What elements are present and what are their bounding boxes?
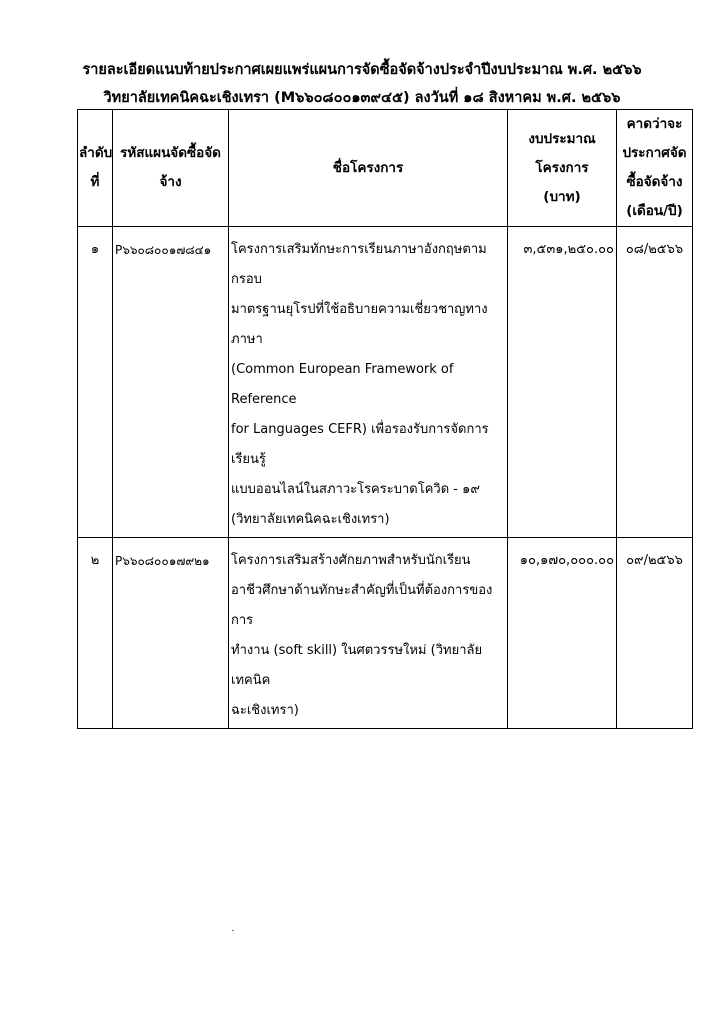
project-name-line: มาตรฐานยุโรปที่ใช้อธิบายความเชี่ยวชาญทางภาษา bbox=[231, 302, 488, 347]
project-name-line: (Common European Framework of Reference bbox=[231, 362, 454, 407]
header-month-line: คาดว่าจะ bbox=[626, 116, 683, 132]
scan-speck bbox=[232, 930, 234, 931]
project-name-line: โครงการเสริมสร้างศักยภาพสำหรับนักเรียน bbox=[231, 553, 471, 568]
header-no-line: ที่ bbox=[90, 174, 100, 190]
project-name-line: ฉะเชิงเทรา) bbox=[231, 703, 299, 718]
header-month-line: (เดือน/ปี) bbox=[626, 203, 683, 219]
header-budget-line: โครงการ bbox=[535, 159, 589, 176]
header-project-name bbox=[229, 110, 508, 227]
header-name-line: ชื่อโครงการ bbox=[332, 159, 404, 176]
header-no bbox=[78, 110, 113, 227]
header-plan-code bbox=[113, 110, 229, 227]
header-budget-line: งบประมาณ bbox=[528, 130, 596, 147]
project-name bbox=[229, 227, 508, 538]
header-expected-month bbox=[617, 110, 693, 227]
project-name-line: (วิทยาลัยเทคนิคฉะเชิงเทรา) bbox=[231, 512, 390, 527]
expected-month: ๐๙/๒๕๖๖ bbox=[617, 538, 693, 729]
expected-month: ๐๘/๒๕๖๖ bbox=[617, 227, 693, 538]
plan-code: P๖๖๐๘๐๐๑๗๘๔๑ bbox=[113, 227, 229, 538]
project-name bbox=[229, 538, 508, 729]
project-name-line: ทำงาน (soft skill) ในศตวรรษใหม่ (วิทยาลัยเทคนิค bbox=[231, 643, 483, 688]
plan-code: P๖๖๐๘๐๐๑๗๙๒๑ bbox=[113, 538, 229, 729]
project-budget: ๑๐,๑๗๐,๐๐๐.๐๐ bbox=[508, 538, 617, 729]
row-number: ๑ bbox=[78, 227, 113, 538]
header-no-line: ลำดับ bbox=[79, 145, 113, 161]
table-row bbox=[78, 538, 693, 729]
header-budget-line: (บาท) bbox=[543, 188, 581, 205]
row-number: ๒ bbox=[78, 538, 113, 729]
project-name-line: for Languages CEFR) เพื่อรองรับการจัดการเรียนรู้ bbox=[231, 422, 489, 467]
header-budget bbox=[508, 110, 617, 227]
document-subtitle: วิทยาลัยเทคนิคฉะเชิงเทรา (M๖๖๐๘๐๐๑๓๙๔๕) ลงวันที่ ๑๘ สิงหาคม พ.ศ. ๒๕๖๖ bbox=[103, 90, 621, 106]
document-title: รายละเอียดแนบท้ายประกาศเผยแพร่แผนการจัดซื้อจัดจ้างประจำปีงบประมาณ พ.ศ. ๒๕๖๖ bbox=[82, 62, 642, 78]
project-budget: ๓,๕๓๑,๒๕๐.๐๐ bbox=[508, 227, 617, 538]
table-row bbox=[78, 227, 693, 538]
header-month-line: ประกาศจัด bbox=[622, 145, 687, 161]
procurement-plan-table bbox=[77, 109, 693, 729]
project-name-line: แบบออนไลน์ในสภาวะโรคระบาดโควิด - ๑๙ bbox=[231, 482, 480, 497]
project-name-line: โครงการเสริมทักษะการเรียนภาษาอังกฤษตามกรอบ bbox=[231, 242, 487, 287]
header-code-line: จ้าง bbox=[159, 174, 182, 190]
project-name-line: อาชีวศึกษาด้านทักษะสำคัญที่เป็นที่ต้องการของการ bbox=[231, 583, 493, 628]
header-code-line: รหัสแผนจัดซื้อจัด bbox=[120, 145, 221, 161]
header-month-line: ซื้อจัดจ้าง bbox=[626, 174, 683, 190]
table-header-row bbox=[78, 110, 693, 227]
